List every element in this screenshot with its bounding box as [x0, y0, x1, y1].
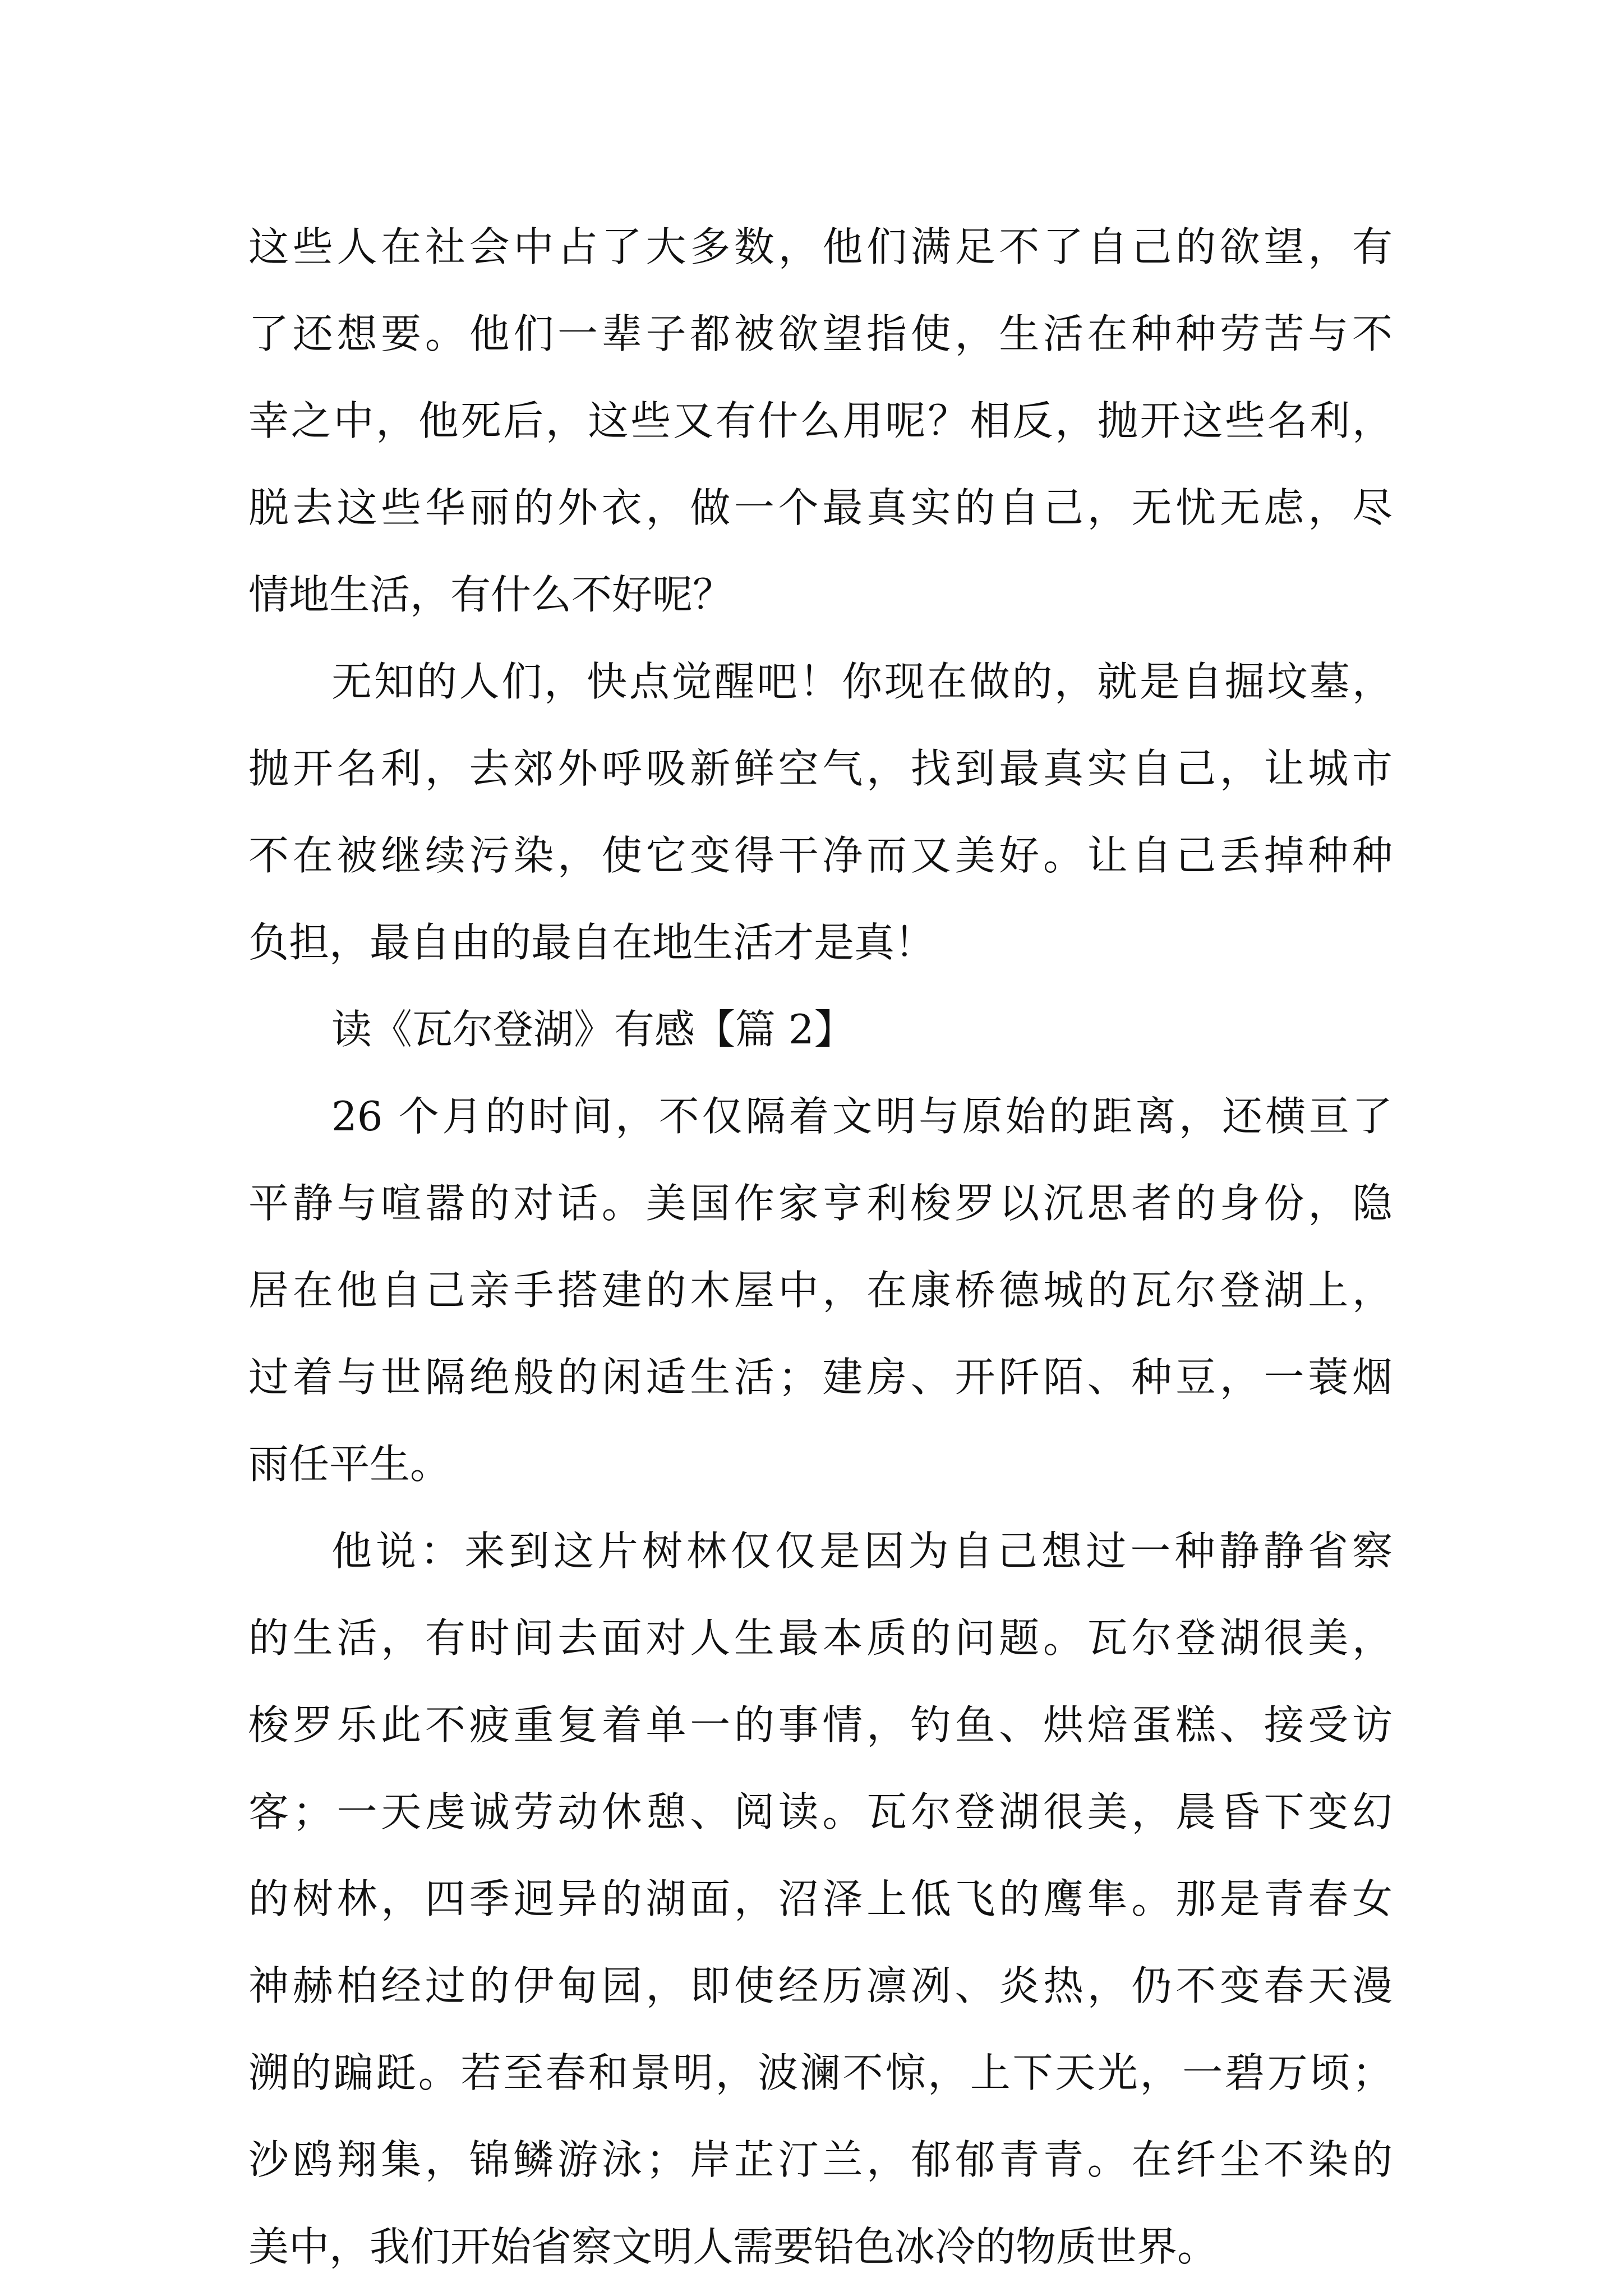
- text-line: 溯的蹁跹。若至春和景明，波澜不惊，上下天光，一碧万顷；: [248, 2049, 1393, 2096]
- text-line: 的生活，有时间去面对人生最本质的问题。瓦尔登湖很美，: [248, 1614, 1393, 1662]
- text-line: 的树林，四季迥异的湖面，沼泽上低飞的鹰隼。那是青春女: [248, 1875, 1393, 1922]
- paragraph-first-line: 无知的人们，快点觉醒吧！你现在做的，就是自掘坟墓，: [331, 658, 1393, 705]
- text-line: 美中，我们开始省察文明人需要铅色冰冷的物质世界。: [248, 2223, 1218, 2270]
- paragraph-first-line: 26 个月的时间，不仅隔着文明与原始的距离，还横亘了: [331, 1093, 1393, 1140]
- text-line: 居在他自己亲手搭建的木屋中，在康桥德城的瓦尔登湖上，: [248, 1267, 1393, 1314]
- text-line: 沙鸥翔集，锦鳞游泳；岸芷汀兰，郁郁青青。在纤尘不染的: [248, 2136, 1393, 2183]
- text-line: 雨任平生。: [248, 1441, 451, 1488]
- text-line: 脱去这些华丽的外衣，做一个最真实的自己，无忧无虑，尽: [248, 484, 1393, 531]
- text-line: 过着与世隔绝般的闲适生活；建房、开阡陌、种豆，一蓑烟: [248, 1354, 1393, 1401]
- text-line: 不在被继续污染，使它变得干净而又美好。让自己丢掉种种: [248, 832, 1393, 879]
- section-heading: 读《瓦尔登湖》有感【篇 2】: [331, 1006, 855, 1053]
- text-line: 了还想要。他们一辈子都被欲望指使，生活在种种劳苦与不: [248, 310, 1393, 357]
- text-line: 平静与喧嚣的对话。美国作家亨利梭罗以沉思者的身份，隐: [248, 1180, 1393, 1227]
- text-line: 抛开名利，去郊外呼吸新鲜空气，找到最真实自己，让城市: [248, 745, 1393, 792]
- text-line: 神赫柏经过的伊甸园，即使经历凛冽、炎热，仍不变春天漫: [248, 1962, 1393, 2009]
- text-line: 负担，最自由的最自在地生活才是真！: [248, 919, 935, 966]
- text-line: 客；一天虔诚劳动休憩、阅读。瓦尔登湖很美，晨昏下变幻: [248, 1788, 1393, 1835]
- text-line: 情地生活，有什么不好呢？: [248, 571, 734, 618]
- text-line: 幸之中，他死后，这些又有什么用呢？相反，抛开这些名利，: [248, 397, 1393, 444]
- paragraph-first-line: 他说：来到这片树林仅仅是因为自己想过一种静静省察: [331, 1527, 1393, 1575]
- text-line: 梭罗乐此不疲重复着单一的事情，钓鱼、烘焙蛋糕、接受访: [248, 1701, 1393, 1749]
- text-line: 这些人在社会中占了大多数，他们满足不了自己的欲望，有: [248, 223, 1393, 270]
